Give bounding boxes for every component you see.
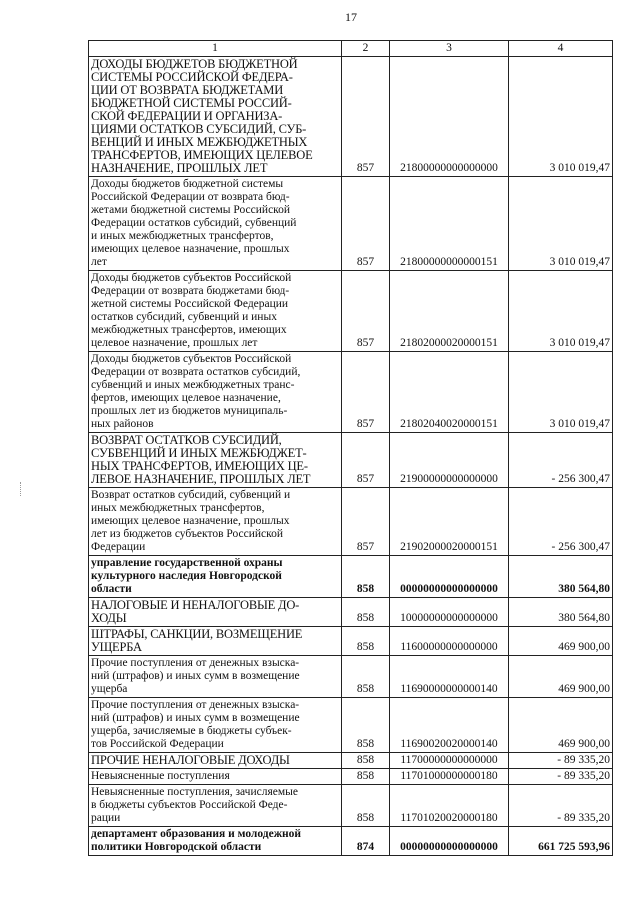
- row-budget-code-cell: 11600000000000000: [390, 627, 509, 656]
- row-amount-cell: 3 010 019,47: [509, 352, 613, 433]
- row-admin-code-cell: 857: [342, 57, 390, 177]
- row-budget-code-cell: 11700000000000000: [390, 753, 509, 769]
- table-row: [89, 698, 613, 753]
- row-name-cell: Доходы бюджетов субъектов Российской Федерации от возврата остатков субсидий, субвенций и иных межбюджетных транс- фертов, имеющих целевое назначение, прошлых лет из бюджетов муниципаль- ных районов: [89, 352, 342, 433]
- row-admin-code-cell: 857: [342, 488, 390, 556]
- table-row: [89, 627, 613, 656]
- row-name-cell: Невыясненные поступления: [89, 769, 342, 785]
- row-budget-code-cell: 21800000000000000: [390, 57, 509, 177]
- table-row: [89, 488, 613, 556]
- row-budget-code-cell: 21802000020000151: [390, 271, 509, 352]
- row-name-cell: департамент образования и молодежной политики Новгородской области: [89, 827, 342, 856]
- page-number: 17: [345, 10, 357, 24]
- header-col-4: 4: [509, 41, 613, 57]
- row-amount-cell: 380 564,80: [509, 556, 613, 598]
- row-budget-code-cell: 21900000000000000: [390, 433, 509, 488]
- row-amount-cell: - 89 335,20: [509, 769, 613, 785]
- row-budget-code-cell: 11690000000000140: [390, 656, 509, 698]
- row-amount-cell: 3 010 019,47: [509, 271, 613, 352]
- row-admin-code-cell: 858: [342, 627, 390, 656]
- row-budget-code-cell: 10000000000000000: [390, 598, 509, 627]
- row-budget-code-cell: 00000000000000000: [390, 556, 509, 598]
- row-budget-code-cell: 21800000000000151: [390, 177, 509, 271]
- row-admin-code-cell: 858: [342, 753, 390, 769]
- row-admin-code-cell: 858: [342, 556, 390, 598]
- row-admin-code-cell: 857: [342, 177, 390, 271]
- row-name-cell: ШТРАФЫ, САНКЦИИ, ВОЗМЕЩЕНИЕ УЩЕРБА: [89, 627, 342, 656]
- row-amount-cell: - 256 300,47: [509, 488, 613, 556]
- table-row: [89, 271, 613, 352]
- table-body: [89, 57, 613, 856]
- row-amount-cell: - 256 300,47: [509, 433, 613, 488]
- row-admin-code-cell: 857: [342, 433, 390, 488]
- header-col-2: 2: [342, 41, 390, 57]
- table-row: [89, 433, 613, 488]
- row-amount-cell: 380 564,80: [509, 598, 613, 627]
- row-admin-code-cell: 874: [342, 827, 390, 856]
- table-row: [89, 753, 613, 769]
- table-row: [89, 827, 613, 856]
- row-budget-code-cell: 11701000000000180: [390, 769, 509, 785]
- row-admin-code-cell: 858: [342, 698, 390, 753]
- row-name-cell: Прочие поступления от денежных взыска- ний (штрафов) и иных сумм в возмещение ущерба, зачисляемые в бюджеты субъек- тов Российской Федерации: [89, 698, 342, 753]
- row-name-cell: ПРОЧИЕ НЕНАЛОГОВЫЕ ДОХОДЫ: [89, 753, 342, 769]
- row-amount-cell: 3 010 019,47: [509, 177, 613, 271]
- row-name-cell: Прочие поступления от денежных взыска- ний (штрафов) и иных сумм в возмещение ущерба: [89, 656, 342, 698]
- row-name-cell: ДОХОДЫ БЮДЖЕТОВ БЮДЖЕТНОЙ СИСТЕМЫ РОССИЙСКОЙ ФЕДЕРА- ЦИИ ОТ ВОЗВРАТА БЮДЖЕТАМИ БЮДЖЕТНОЙ СИСТЕМЫ РОССИЙ- СКОЙ ФЕДЕРАЦИИ И ОРГАНИЗА- ЦИЯМИ ОСТАТКОВ СУБСИДИЙ, СУБ- ВЕНЦИЙ И ИНЫХ МЕЖБЮДЖЕТНЫХ ТРАНСФЕРТОВ, ИМЕЮЩИХ ЦЕЛЕВОЕ НАЗНАЧЕНИЕ, ПРОШЛЫХ ЛЕТ: [89, 57, 342, 177]
- table-row: [89, 656, 613, 698]
- row-name-cell: ВОЗВРАТ ОСТАТКОВ СУБСИДИЙ, СУБВЕНЦИЙ И ИНЫХ МЕЖБЮДЖЕТ- НЫХ ТРАНСФЕРТОВ, ИМЕЮЩИХ ЦЕ- ЛЕВОЕ НАЗНАЧЕНИЕ, ПРОШЛЫХ ЛЕТ: [89, 433, 342, 488]
- row-name-cell: управление государственной охраны культурного наследия Новгородской области: [89, 556, 342, 598]
- margin-mark: [20, 482, 22, 496]
- table-row: [89, 352, 613, 433]
- header-col-3: 3: [390, 41, 509, 57]
- row-amount-cell: 661 725 593,96: [509, 827, 613, 856]
- row-amount-cell: 469 900,00: [509, 656, 613, 698]
- revenue-table: [88, 40, 613, 856]
- row-amount-cell: 469 900,00: [509, 698, 613, 753]
- row-admin-code-cell: 858: [342, 656, 390, 698]
- row-admin-code-cell: 858: [342, 769, 390, 785]
- row-amount-cell: - 89 335,20: [509, 785, 613, 827]
- row-name-cell: Доходы бюджетов субъектов Российской Федерации от возврата бюджетами бюд- жетной системы Российской Федерации остатков субсидий, субвенций и иных межбюджетных трансфертов, имеющих целевое назначение, прошлых лет: [89, 271, 342, 352]
- table-row: [89, 57, 613, 177]
- table-row: [89, 785, 613, 827]
- row-name-cell: Доходы бюджетов бюджетной системы Российской Федерации от возврата бюд- жетами бюджетной системы Российской Федерации остатков субсидий, субвенций и иных межбюджетных трансфертов, имеющих целевое назначение, прошлых лет: [89, 177, 342, 271]
- row-admin-code-cell: 858: [342, 598, 390, 627]
- row-budget-code-cell: 21802040020000151: [390, 352, 509, 433]
- table-row: [89, 598, 613, 627]
- row-admin-code-cell: 857: [342, 352, 390, 433]
- table-row: [89, 556, 613, 598]
- table-row: [89, 177, 613, 271]
- row-budget-code-cell: 00000000000000000: [390, 827, 509, 856]
- row-admin-code-cell: 857: [342, 271, 390, 352]
- row-amount-cell: - 89 335,20: [509, 753, 613, 769]
- row-name-cell: Возврат остатков субсидий, субвенций и иных межбюджетных трансфертов, имеющих целевое назначение, прошлых лет из бюджетов субъектов Российской Федерации: [89, 488, 342, 556]
- row-amount-cell: 3 010 019,47: [509, 57, 613, 177]
- row-budget-code-cell: 11701020020000180: [390, 785, 509, 827]
- header-col-1: 1: [89, 41, 342, 57]
- row-name-cell: Невыясненные поступления, зачисляемые в бюджеты субъектов Российской Феде- рации: [89, 785, 342, 827]
- row-admin-code-cell: 858: [342, 785, 390, 827]
- row-amount-cell: 469 900,00: [509, 627, 613, 656]
- table-row: [89, 769, 613, 785]
- row-name-cell: НАЛОГОВЫЕ И НЕНАЛОГОВЫЕ ДО- ХОДЫ: [89, 598, 342, 627]
- table-header-row: [89, 41, 613, 57]
- row-budget-code-cell: 11690020020000140: [390, 698, 509, 753]
- row-budget-code-cell: 21902000020000151: [390, 488, 509, 556]
